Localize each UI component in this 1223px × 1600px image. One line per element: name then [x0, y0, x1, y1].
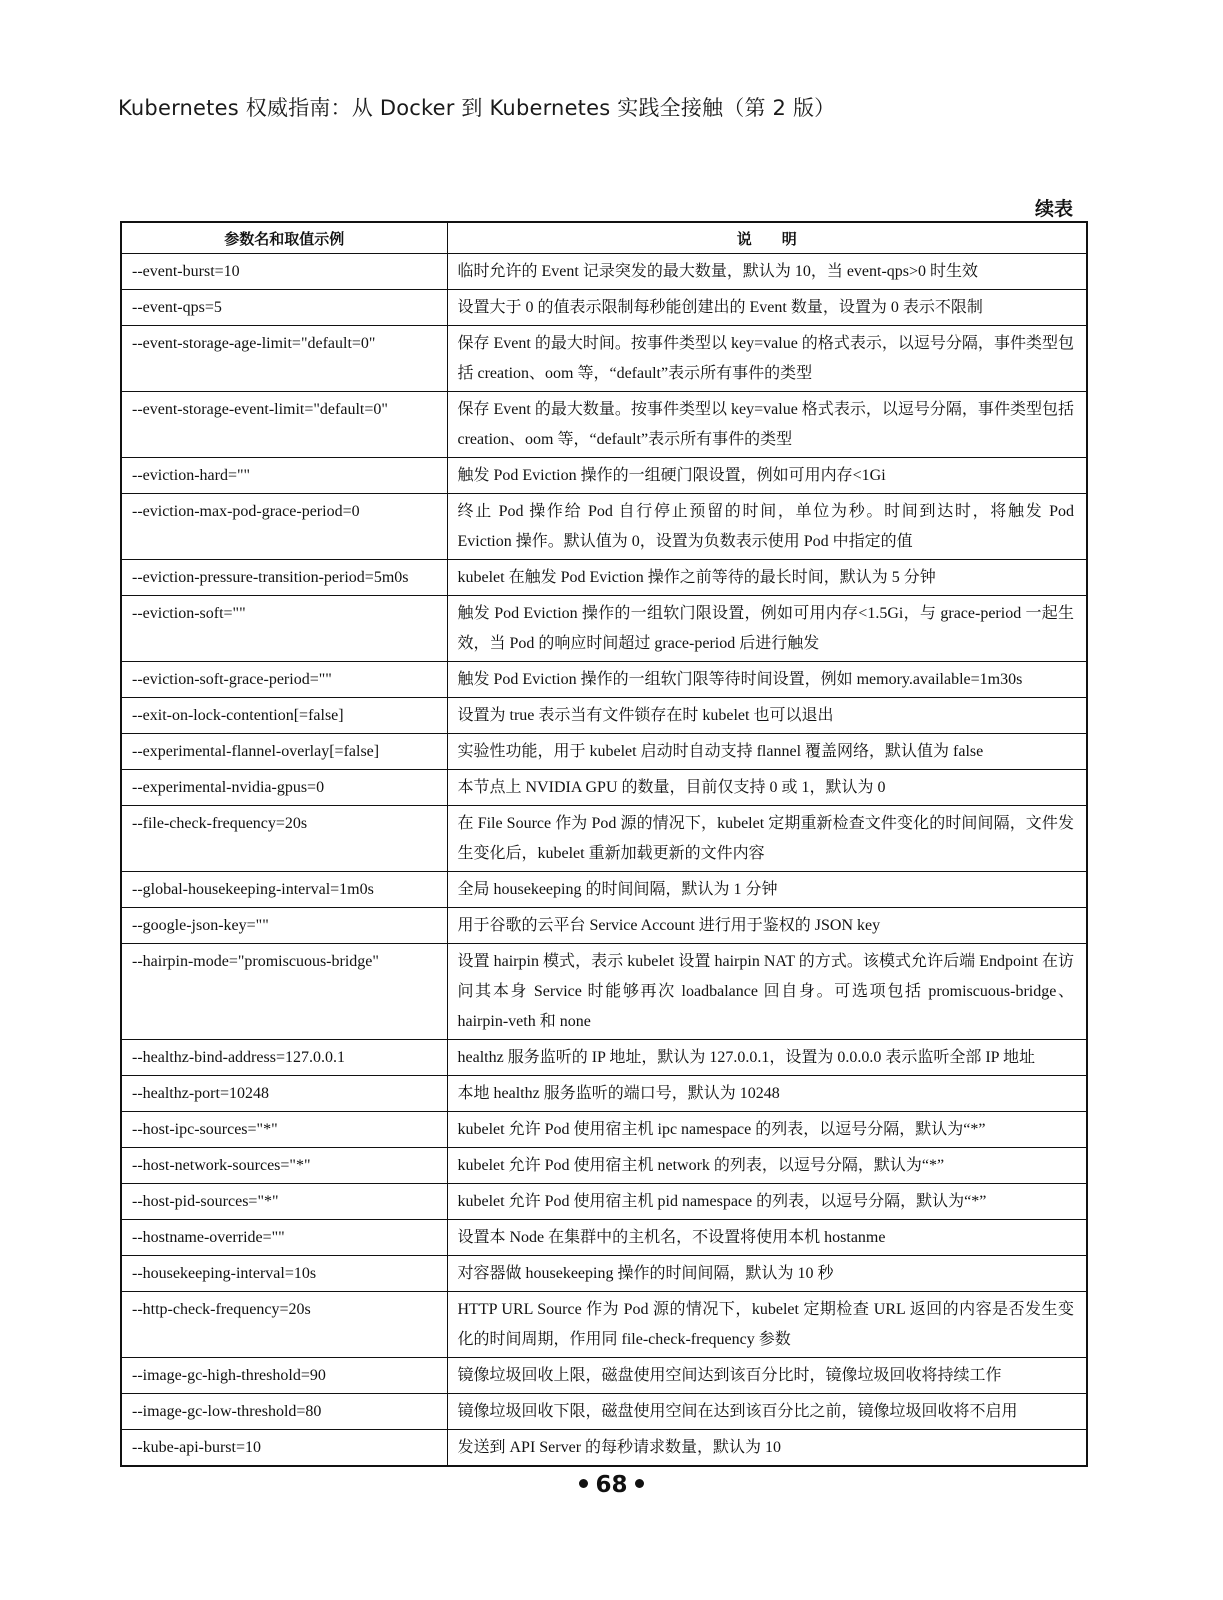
parameter-name-cell: --image-gc-high-threshold=90: [121, 1358, 447, 1394]
table-row: [121, 1430, 1087, 1467]
parameter-name-cell: --experimental-flannel-overlay[=false]: [121, 734, 447, 770]
table-row: [121, 908, 1087, 944]
parameter-description-cell: 设置为 true 表示当有文件锁存在时 kubelet 也可以退出: [447, 698, 1087, 734]
table-row: [121, 596, 1087, 662]
parameter-description-cell: 对容器做 housekeeping 操作的时间间隔，默认为 10 秒: [447, 1256, 1087, 1292]
parameter-name-cell: --eviction-max-pod-grace-period=0: [121, 494, 447, 560]
parameter-description-cell: 用于谷歌的云平台 Service Account 进行用于鉴权的 JSON key: [447, 908, 1087, 944]
page-header: Kubernetes 权威指南：从 Docker 到 Kubernetes 实践全接触（第 2 版）: [118, 96, 836, 120]
table-row: [121, 734, 1087, 770]
parameter-description-cell: 发送到 API Server 的每秒请求数量，默认为 10: [447, 1430, 1087, 1467]
parameter-description-cell: 触发 Pod Eviction 操作的一组软门限设置，例如可用内存<1.5Gi，与 grace-period 一起生效，当 Pod 的响应时间超过 grace-period 后进行触发: [447, 596, 1087, 662]
parameter-name-cell: --eviction-soft="": [121, 596, 447, 662]
table-row: [121, 698, 1087, 734]
table-row: [121, 458, 1087, 494]
parameter-name-cell: --exit-on-lock-contention[=false]: [121, 698, 447, 734]
column-header-parameter: 参数名和取值示例: [121, 222, 447, 254]
table-row: [121, 1184, 1087, 1220]
table-body: [121, 254, 1087, 1467]
parameter-description-cell: kubelet 允许 Pod 使用宿主机 pid namespace 的列表，以逗号分隔，默认为“*”: [447, 1184, 1087, 1220]
parameter-description-cell: 终止 Pod 操作给 Pod 自行停止预留的时间，单位为秒。时间到达时，将触发 Pod Eviction 操作。默认值为 0，设置为负数表示使用 Pod 中指定的值: [447, 494, 1087, 560]
parameter-name-cell: --hairpin-mode="promiscuous-bridge": [121, 944, 447, 1040]
bullet-dot-icon: [635, 1479, 644, 1488]
table-row: [121, 326, 1087, 392]
parameter-name-cell: --healthz-port=10248: [121, 1076, 447, 1112]
parameter-description-cell: 保存 Event 的最大时间。按事件类型以 key=value 的格式表示，以逗号分隔，事件类型包括 creation、oom 等，“default”表示所有事件的类型: [447, 326, 1087, 392]
parameter-description-cell: 触发 Pod Eviction 操作的一组硬门限设置，例如可用内存<1Gi: [447, 458, 1087, 494]
table-row: [121, 1358, 1087, 1394]
table-row: [121, 290, 1087, 326]
parameter-name-cell: --image-gc-low-threshold=80: [121, 1394, 447, 1430]
bullet-dot-icon: [579, 1479, 588, 1488]
page-number-text: 68: [595, 1472, 628, 1498]
parameter-description-cell: 保存 Event 的最大数量。按事件类型以 key=value 格式表示，以逗号分隔，事件类型包括 creation、oom 等，“default”表示所有事件的类型: [447, 392, 1087, 458]
table-row: [121, 560, 1087, 596]
parameter-name-cell: --file-check-frequency=20s: [121, 806, 447, 872]
parameter-description-cell: kubelet 允许 Pod 使用宿主机 ipc namespace 的列表，以逗号分隔，默认为“*”: [447, 1112, 1087, 1148]
parameter-description-cell: 全局 housekeeping 的时间间隔，默认为 1 分钟: [447, 872, 1087, 908]
table-row: [121, 872, 1087, 908]
parameter-name-cell: --http-check-frequency=20s: [121, 1292, 447, 1358]
parameter-description-cell: 设置大于 0 的值表示限制每秒能创建出的 Event 数量，设置为 0 表示不限制: [447, 290, 1087, 326]
page-number: [0, 1472, 1223, 1498]
parameter-name-cell: --eviction-soft-grace-period="": [121, 662, 447, 698]
table-row: [121, 1220, 1087, 1256]
parameter-name-cell: --host-ipc-sources="*": [121, 1112, 447, 1148]
parameter-name-cell: --kube-api-burst=10: [121, 1430, 447, 1467]
parameter-name-cell: --event-storage-event-limit="default=0": [121, 392, 447, 458]
parameter-name-cell: --experimental-nvidia-gpus=0: [121, 770, 447, 806]
parameter-description-cell: 临时允许的 Event 记录突发的最大数量，默认为 10，当 event-qps>0 时生效: [447, 254, 1087, 290]
parameter-description-cell: 在 File Source 作为 Pod 源的情况下，kubelet 定期重新检查文件变化的时间间隔，文件发生变化后，kubelet 重新加载更新的文件内容: [447, 806, 1087, 872]
table-row: [121, 806, 1087, 872]
table-row: [121, 770, 1087, 806]
table-row: [121, 944, 1087, 1040]
parameter-description-cell: 实验性功能，用于 kubelet 启动时自动支持 flannel 覆盖网络，默认值为 false: [447, 734, 1087, 770]
parameter-name-cell: --eviction-hard="": [121, 458, 447, 494]
parameter-description-cell: 本节点上 NVIDIA GPU 的数量，目前仅支持 0 或 1，默认为 0: [447, 770, 1087, 806]
parameter-name-cell: --host-network-sources="*": [121, 1148, 447, 1184]
table-row: [121, 1394, 1087, 1430]
table-row: [121, 1148, 1087, 1184]
table-row: [121, 494, 1087, 560]
parameter-name-cell: --hostname-override="": [121, 1220, 447, 1256]
parameter-description-cell: kubelet 在触发 Pod Eviction 操作之前等待的最长时间，默认为 5 分钟: [447, 560, 1087, 596]
parameter-description-cell: healthz 服务监听的 IP 地址，默认为 127.0.0.1，设置为 0.0.0.0 表示监听全部 IP 地址: [447, 1040, 1087, 1076]
parameter-description-cell: 镜像垃圾回收下限，磁盘使用空间在达到该百分比之前，镜像垃圾回收将不启用: [447, 1394, 1087, 1430]
parameter-name-cell: --event-storage-age-limit="default=0": [121, 326, 447, 392]
parameter-name-cell: --eviction-pressure-transition-period=5m0s: [121, 560, 447, 596]
parameter-name-cell: --housekeeping-interval=10s: [121, 1256, 447, 1292]
parameter-description-cell: 镜像垃圾回收上限，磁盘使用空间达到该百分比时，镜像垃圾回收将持续工作: [447, 1358, 1087, 1394]
table-row: [121, 254, 1087, 290]
table-row: [121, 1112, 1087, 1148]
continued-label: 续表: [1034, 198, 1073, 220]
parameter-name-cell: --event-qps=5: [121, 290, 447, 326]
parameter-name-cell: --google-json-key="": [121, 908, 447, 944]
parameter-table: [120, 221, 1088, 1467]
parameter-description-cell: 本地 healthz 服务监听的端口号，默认为 10248: [447, 1076, 1087, 1112]
table-row: [121, 1292, 1087, 1358]
table-row: [121, 662, 1087, 698]
table-row: [121, 1076, 1087, 1112]
parameter-name-cell: --event-burst=10: [121, 254, 447, 290]
parameter-name-cell: --healthz-bind-address=127.0.0.1: [121, 1040, 447, 1076]
parameter-description-cell: HTTP URL Source 作为 Pod 源的情况下，kubelet 定期检查 URL 返回的内容是否发生变化的时间周期，作用同 file-check-frequency 参数: [447, 1292, 1087, 1358]
parameter-description-cell: 设置 hairpin 模式，表示 kubelet 设置 hairpin NAT 的方式。该模式允许后端 Endpoint 在访问其本身 Service 时能够再次 loadbalance 回自身。可选项包括 promiscuous-bridge、hairpin-veth 和 none: [447, 944, 1087, 1040]
parameter-name-cell: --host-pid-sources="*": [121, 1184, 447, 1220]
parameter-name-cell: --global-housekeeping-interval=1m0s: [121, 872, 447, 908]
parameter-description-cell: 触发 Pod Eviction 操作的一组软门限等待时间设置，例如 memory.available=1m30s: [447, 662, 1087, 698]
column-header-description: 说 明: [447, 222, 1087, 254]
table-row: [121, 1040, 1087, 1076]
table-row: [121, 1256, 1087, 1292]
table-row: [121, 392, 1087, 458]
table-header-row: [121, 222, 1087, 254]
parameter-description-cell: kubelet 允许 Pod 使用宿主机 network 的列表，以逗号分隔，默认为“*”: [447, 1148, 1087, 1184]
parameter-description-cell: 设置本 Node 在集群中的主机名，不设置将使用本机 hostanme: [447, 1220, 1087, 1256]
